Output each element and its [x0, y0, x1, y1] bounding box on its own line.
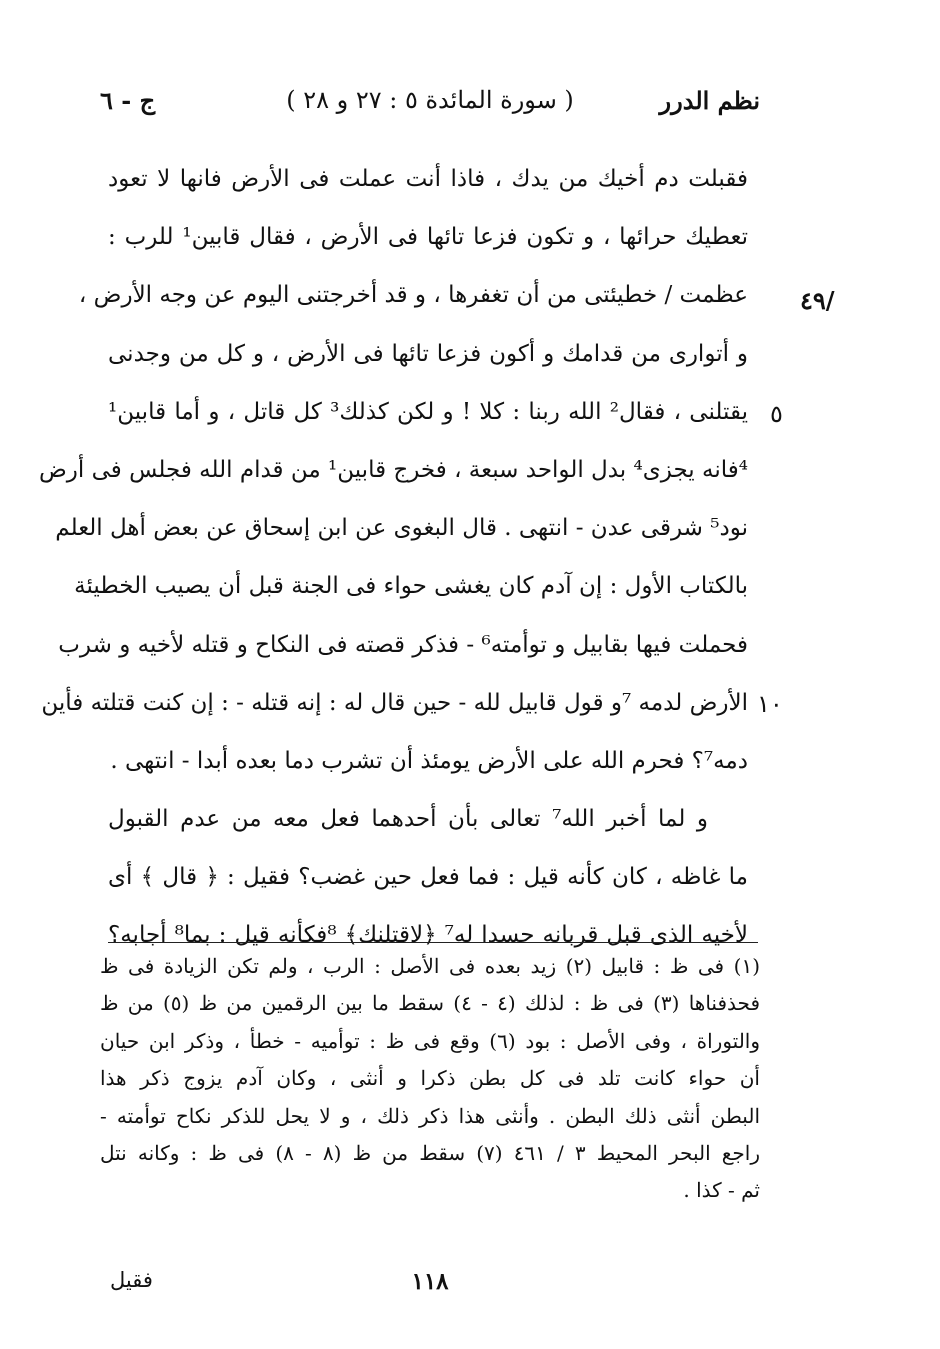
text-line: لأخيه الذى قبل قربانه حسدا له⁷ ﴿لاقتلنك﴾ ⁸فكأنه قيل : بما⁸ أجابه؟ [108, 922, 748, 949]
text-line: الأرض لدمه ⁷و قول قابيل لله - حين قال له : إنه قتله - : إن كنت قتلته فأين [41, 689, 748, 716]
text-line: نود⁵ شرقى عدن - انتهى . قال البغوى عن ابن إسحاق عن بعض أهل العلم [55, 515, 748, 542]
footnote-line: البطن أنثى ذلك البطن . وأنثى هذا ذكر ذلك ، و لا يحل للذكر نكاح توأمته - [100, 1103, 760, 1128]
text-line: فقبلت دم أخيك من يدك ، فاذا أنت عملت فى الأرض فانها لا تعود [108, 166, 748, 192]
text-line: يقتلنى ، فقال² الله ربنا : كلا ! و لكن كذلك³ كل قاتل ، و أما قابين¹ [108, 398, 748, 425]
main-text [39, 150, 748, 965]
footnote-line: والتوراة ، وفى الأصل : بود (٦) وقع فى ظ : توأميه - خطأ ، وذكر ابن حيان [100, 1028, 761, 1053]
footnote-line: (١) فى ظ : قابيل (٢) زيد بعده فى الأصل : الرب ، ولم تكن الزيادة فى ظ [100, 954, 760, 978]
text-line: عظمت / خطيئتى من أن تغفرها ، و قد أخرجتنى اليوم عن وجه الأرض ، [78, 282, 748, 309]
text-line: ⁴فانه يجزى⁴ بدل الواحد سبعة ، فخرج قابين¹ من قدام الله فجلس فى أرض [39, 456, 748, 483]
page-number: ١١٨ [411, 1268, 449, 1295]
running-header [100, 86, 760, 126]
text-line: بالكتاب الأول : إن آدم كان يغشى حواء فى الجنة قبل أن يصيب الخطيئة [74, 573, 748, 600]
text-line: فحملت فيها بقابيل و توأمته⁶ - فذكر قصته فى النكاح و قتله لأخيه و شرب [58, 631, 748, 658]
surah-info: ( سورة المائدة ٥ : ٢٧ و ٢٨ ) [286, 86, 574, 114]
volume-number: ج - ٦ [100, 86, 156, 115]
text-line: دمه⁷؟ فحرم الله على الأرض يومئذ أن تشرب دما بعده أبدا - انتهى . [110, 747, 748, 774]
footnote-line: فحذفناها (٣) فى ظ : لذلك (٤ - ٤) سقط ما بين الرقمين من ظ (٥) من ظ [100, 991, 761, 1016]
text-line: و أتوارى من قدامك و أكون فزعا تائها فى الأرض ، و كل من وجدنى [108, 340, 748, 367]
text-line: تعطيك حرائها ، و تكون فزعا تائها فى الأرض ، فقال قابين¹ للرب : [108, 224, 748, 251]
footnote-separator [108, 942, 758, 943]
text-line: و لما أخبر الله⁷ تعالى بأن أحدهما فعل معه من عدم القبول [108, 806, 708, 833]
text-line: ما غاظه ، كان كأنه قيل : فما فعل حين غضب؟ فقيل : ﴿ قال ﴾ أى [108, 864, 748, 891]
footnote-line: ثم - كذا . [683, 1178, 760, 1203]
book-title: نظم الدرر [659, 86, 760, 115]
footnote-line: راجع البحر المحيط ٣ / ٤٦١ (٧) سقط من ظ (٨ - ٨) فى ظ : وكانه نتل [100, 1140, 760, 1165]
margin-line-number-5: ٥ [770, 400, 783, 428]
footnote-line: أن حواء كانت تلد فى كل بطن ذكرا و أنثى ، وكان آدم يزوج ذكر هذا [100, 1066, 760, 1091]
margin-page-reference: /٤٩ [800, 286, 835, 315]
catchword: فقيل [110, 1268, 153, 1292]
margin-line-number-10: ١٠ [757, 690, 783, 718]
footnotes [100, 948, 760, 1210]
